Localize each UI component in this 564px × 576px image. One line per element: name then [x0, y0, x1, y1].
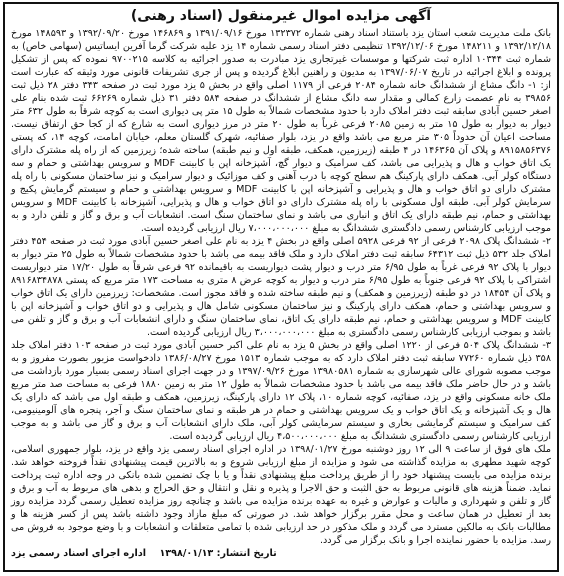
notice-paragraph-intro: بانک ملت مدیریت شعب استان یزد باستناد اسناد رهنی شماره ۱۳۲۳۷۲ مورخ ۱۳۹۱/۰۹/۱۶ و ۱۴۶۸۶۹ مورخ ۱۳۹۲/۰۹/۲۰ و ۱۴۸۵۹۳ مورخ ۱۳۹۲/۱۲/۱۸ و ۱۴۸۲۱۱ مورخ ۱۳۹۲/۱۲/۰۶ تنظیمی دفتر اسناد رسمی شماره ۱۴ یزد علیه شرکت گرما آفرین ایساتیس (سهامی خاص) به شماره ثبت ۱۰۳۴۴ اداره ثبت شرکتها و موسسات غیرتجاری یزد مبادرت به صدور اجرائیه به کلاسه ۹۷۰۰۲۱۵ نموده که پس از تشکیل پرونده و ابلاغ اجرائیه در تاریخ ۱۳۹۷/۰۶/۰۷ به مدیون و راهنین ابلاغ گردیده و پس از جری تشریفات قانونی مورد وثیقه که عبارت است از: ۱- دانگ مشاع از ششدانگ خانه شماره ۲۰۸۴ فرعی از ۱۱۷۹ اصلی واقع در بخش ۵ یزد مورد ثبت در صفحه ۳۴۳ دفتر ۲۸ ذیل ثبت ۳۹۸۵۶ به نام عصمت زارع کمالی و مقدار سه دانگ مشاع از ششدانگ در صفحه ۵۸۴ دفتر ۳۱ ذیل شماره ۶۶۲۶۹ ثبت شده بنام علی اصغر حسین آبادی سابقه ثبت دفتر املاک دارد با حدود مشخصات شمالاً به طول ۱۵ متر پی دیواری است به کوچه شرقاً به طول ۶۳۲ متر دیوار به دیوار به طول ۱۵ متر به زمین ۲۰۸۵ فرعی غرباً به طول ۲۰ متر در مرز دیواری است به شارع که از کجا حق ارتفاق نیست. مساحت اعیان آن حدوداً ۳۰۵ متر مربع می باشد واقع در یزد، بلوار صفائیه، شهرک گلستان معلم، خیابان امامت، کوچه ۱۴، که پستی ۸۹۱۵۸۵۶۳۷۶ و پلاک آن ۱۴۶۳۶۵ در ۴ طبقه (زیرزمین، همکف، طبقه اول و نیم طبقه) ساخته شده؛ زیرزمین که از راه پله مشترک دارای یک اتاق خواب و هال و پذیرایی می باشد، کف سرامیک و دیوار گچ، آشپزخانه اپن با کابینت MDF و سرویس بهداشتی و حمام و سه دستگاه کولر آبی. همکف دارای پارکینگ هم سطح کوچه با درب آهنی و کف موزائیک و دیوار سرامیک و نیز ساختمان مسکونی با راه پله مشترک دارای دو اتاق خواب و هال و پذیرایی و آشپزخانه اپن با کابینت MDF و سرویس بهداشتی و حمام و سیستم گرمایش پکیج و سرمایش کولر آبی. طبقه اول مسکونی با راه پله مشترک دارای دو اتاق خواب و هال و پذیرایی، آشپزخانه با کابینت MDF و سرویس بهداشتی و حمام، نیم طبقه دارای یک اتاق و انباری می باشد و نمای ساختمان سنگ است. انشعابات آب و برق و گاز و تلفن دارد و به موجب ارزیابی کارشناس رسمی دادگستری ششدانگ به مبلغ ۷،۰۰۰،۰۰۰،۰۰۰ ریال ارزیابی گردیده است. [11, 28, 552, 234]
notice-footer [5, 547, 557, 560]
issuer-signature: اداره اجرای اسناد رسمی یزد [11, 548, 147, 559]
notice-body [5, 27, 557, 547]
auction-notice [3, 2, 559, 572]
notice-title: آگهی مزایده اموال غیرمنقول (اسناد رهنی) [130, 8, 432, 24]
notice-paragraph-property-2: ۲- ششدانگ پلاک ۲۰۹۸ فرعی از ۹۲ فرعی ۵۹۲۸ اصلی واقع در بخش ۴ یزد به نام علی اصغر حسین آبادی مورد ثبت در صفحه ۴۵۴ دفتر املاک جلد ۵۳۲ ذیل ثبت ۶۴۳۱۲ سابقه ثبت دفتر املاک دارد و ملک فاقد بیمه می باشد با حدود مشخصات شمالاً به طول ۲۵ متر دیوار به دیوار با پلاک ۹۲ فرعی غرباً به طول ۶/۹۵ متر درب و دیوار پشت دیواریست به باقیمانده ۹۲ فرعی شرقاً به طول ۱۷/۲۰ متر دیواریست اشتراکی با پلاک ۹۲ فرعی جنوباً به طول ۶/۹۵ متر درب و دیوار به کوچه عرض ۸ متری به مساحت ۱۷۳ متر مربع که پستی ۸۹۱۶۸۳۴۸۷۸ و پلاک آن ۱۸۴۵۴ در دو طبقه (زیرزمین و همکف) و نیم طبقه ساخته شده و فاقد مجوز است. مشخصات: زیرزمین دارای یک اتاق خواب و سرویس بهداشتی و حمام، همکف دارای پارکینگ و نیز ساختمان مسکونی شامل هال و پذیرایی و دو اتاق خواب و آشپزخانه اپن با کابینت MDF و سرویس بهداشتی و حمام، نیم طبقه دارای یک اتاق، نمای ساختمان سنگ و دارای انشعابات آب و برق و گاز و تلفن می باشد و بموجب ارزیابی کارشناس رسمی دادگستری به مبلغ ۳،۰۰۰،۰۰۰،۰۰۰ ریال ارزیابی گردیده است. [11, 236, 552, 338]
notice-paragraph-property-3: ۳- ششدانگ پلاک ۵۰۴ فرعی از ۱۲۲۰ اصلی واقع در بخش ۵ یزد به نام علی اکبر حسین آبادی مورد ثبت در صفحه ۱۰۳ دفتر املاک جلد ۳۵۸ ذیل شماره ۷۷۲۶۰ سابقه ثبت دفتر املاک دارد که به موجب شماره ۱۵۱۳ مورخ ۱۳۸۶/۰۸/۲۷ دادخواست مزبور بصورت مفروز و به موجب مصوبه شورای عالی شهرسازی به شماره ۱۳۹۸۰۵۸۱ مورخ ۱۳۹۷/۰۹/۲۶ و در جهت اجرای اسناد رسمی بسیار مورد بازداشت می باشد و در حال حاضر ملک فاقد بیمه می باشد با حدود مشخصات شمالاً به طول ۱۲ متر به زمین ۱۸۸۰ فرعی به مساحت صد متر مربع ملک خانه مسکونی واقع در یزد، صفائیه، کوچه شماره ۱۰، پلاک ۱۲ دارای پارکینگ، زیرزمین، همکف و طبقه اول می باشد که دارای یک هال و یک آشپزخانه و یک اتاق خواب و یک سرویس بهداشتی و حمام در هر طبقه و نمای ساختمان سنگ و آجر، پنجره های آلومینیومی، کف سرامیک و سیستم گرمایشی بخاری و سیستم سرمایشی کولر آبی، ملک دارای انشعابات آب و برق و گاز می باشد و به موجب ارزیابی کارشناس رسمی دادگستری ششدانگ به مبلغ ۴،۵۰۰،۰۰۰،۰۰۰ ریال ارزیابی گردیده است. [11, 340, 551, 442]
publication-date: تاریخ انتشار: ۱۳۹۸/۰۱/۱۳ [159, 548, 277, 559]
notice-paragraph-conditions: ملک های فوق از ساعت ۹ الی ۱۲ روز دوشنبه مورخ ۱۳۹۸/۰۱/۲۷ در اداره اجرای اسناد رسمی یزد واقع در یزد، بلوار جمهوری اسلامی، کوچه شهید مطهری به مزایده گذاشته می شود و مزایده از مبلغ ارزیابی شروع و به بالاترین قیمت پیشنهادی نقداً فروخته خواهد شد. برنده مزایده می بایست پیشنهاد خود را از طریق پرداخت مبلغ پیشنهادی نقداً و یا با چک تضمین شده بانکی در وجه اداره ثبت پرداخت نماید. ضمناً هزینه های قانونی مربوط به حق الثبت و حق الاجرا و پذیره و نقل و انتقال و حق الحراج و بدهی های مربوط به آب و برق و گاز و تلفن و شهرداری و مالیات و عوارض و غیره به عهده برنده مزایده می باشد و چنانچه روز مزایده تعطیل رسمی گردد مزایده روز بعد از تعطیل در همان ساعت و محل مقرر برگزار خواهد شد. در صورتی که مبلغ مازاد وجود داشته باشد پس از کسر هزینه ها و مطالبات بانک به مالکین مسترد می گردد و ملک مذکور در حد ارزیابی شده با تمامی متعلقات و انشعابات و با وضع موجود به فروش می رسد. مزایده با حضور نماینده اجرا و بانک برگزار می گردد. [11, 444, 551, 546]
